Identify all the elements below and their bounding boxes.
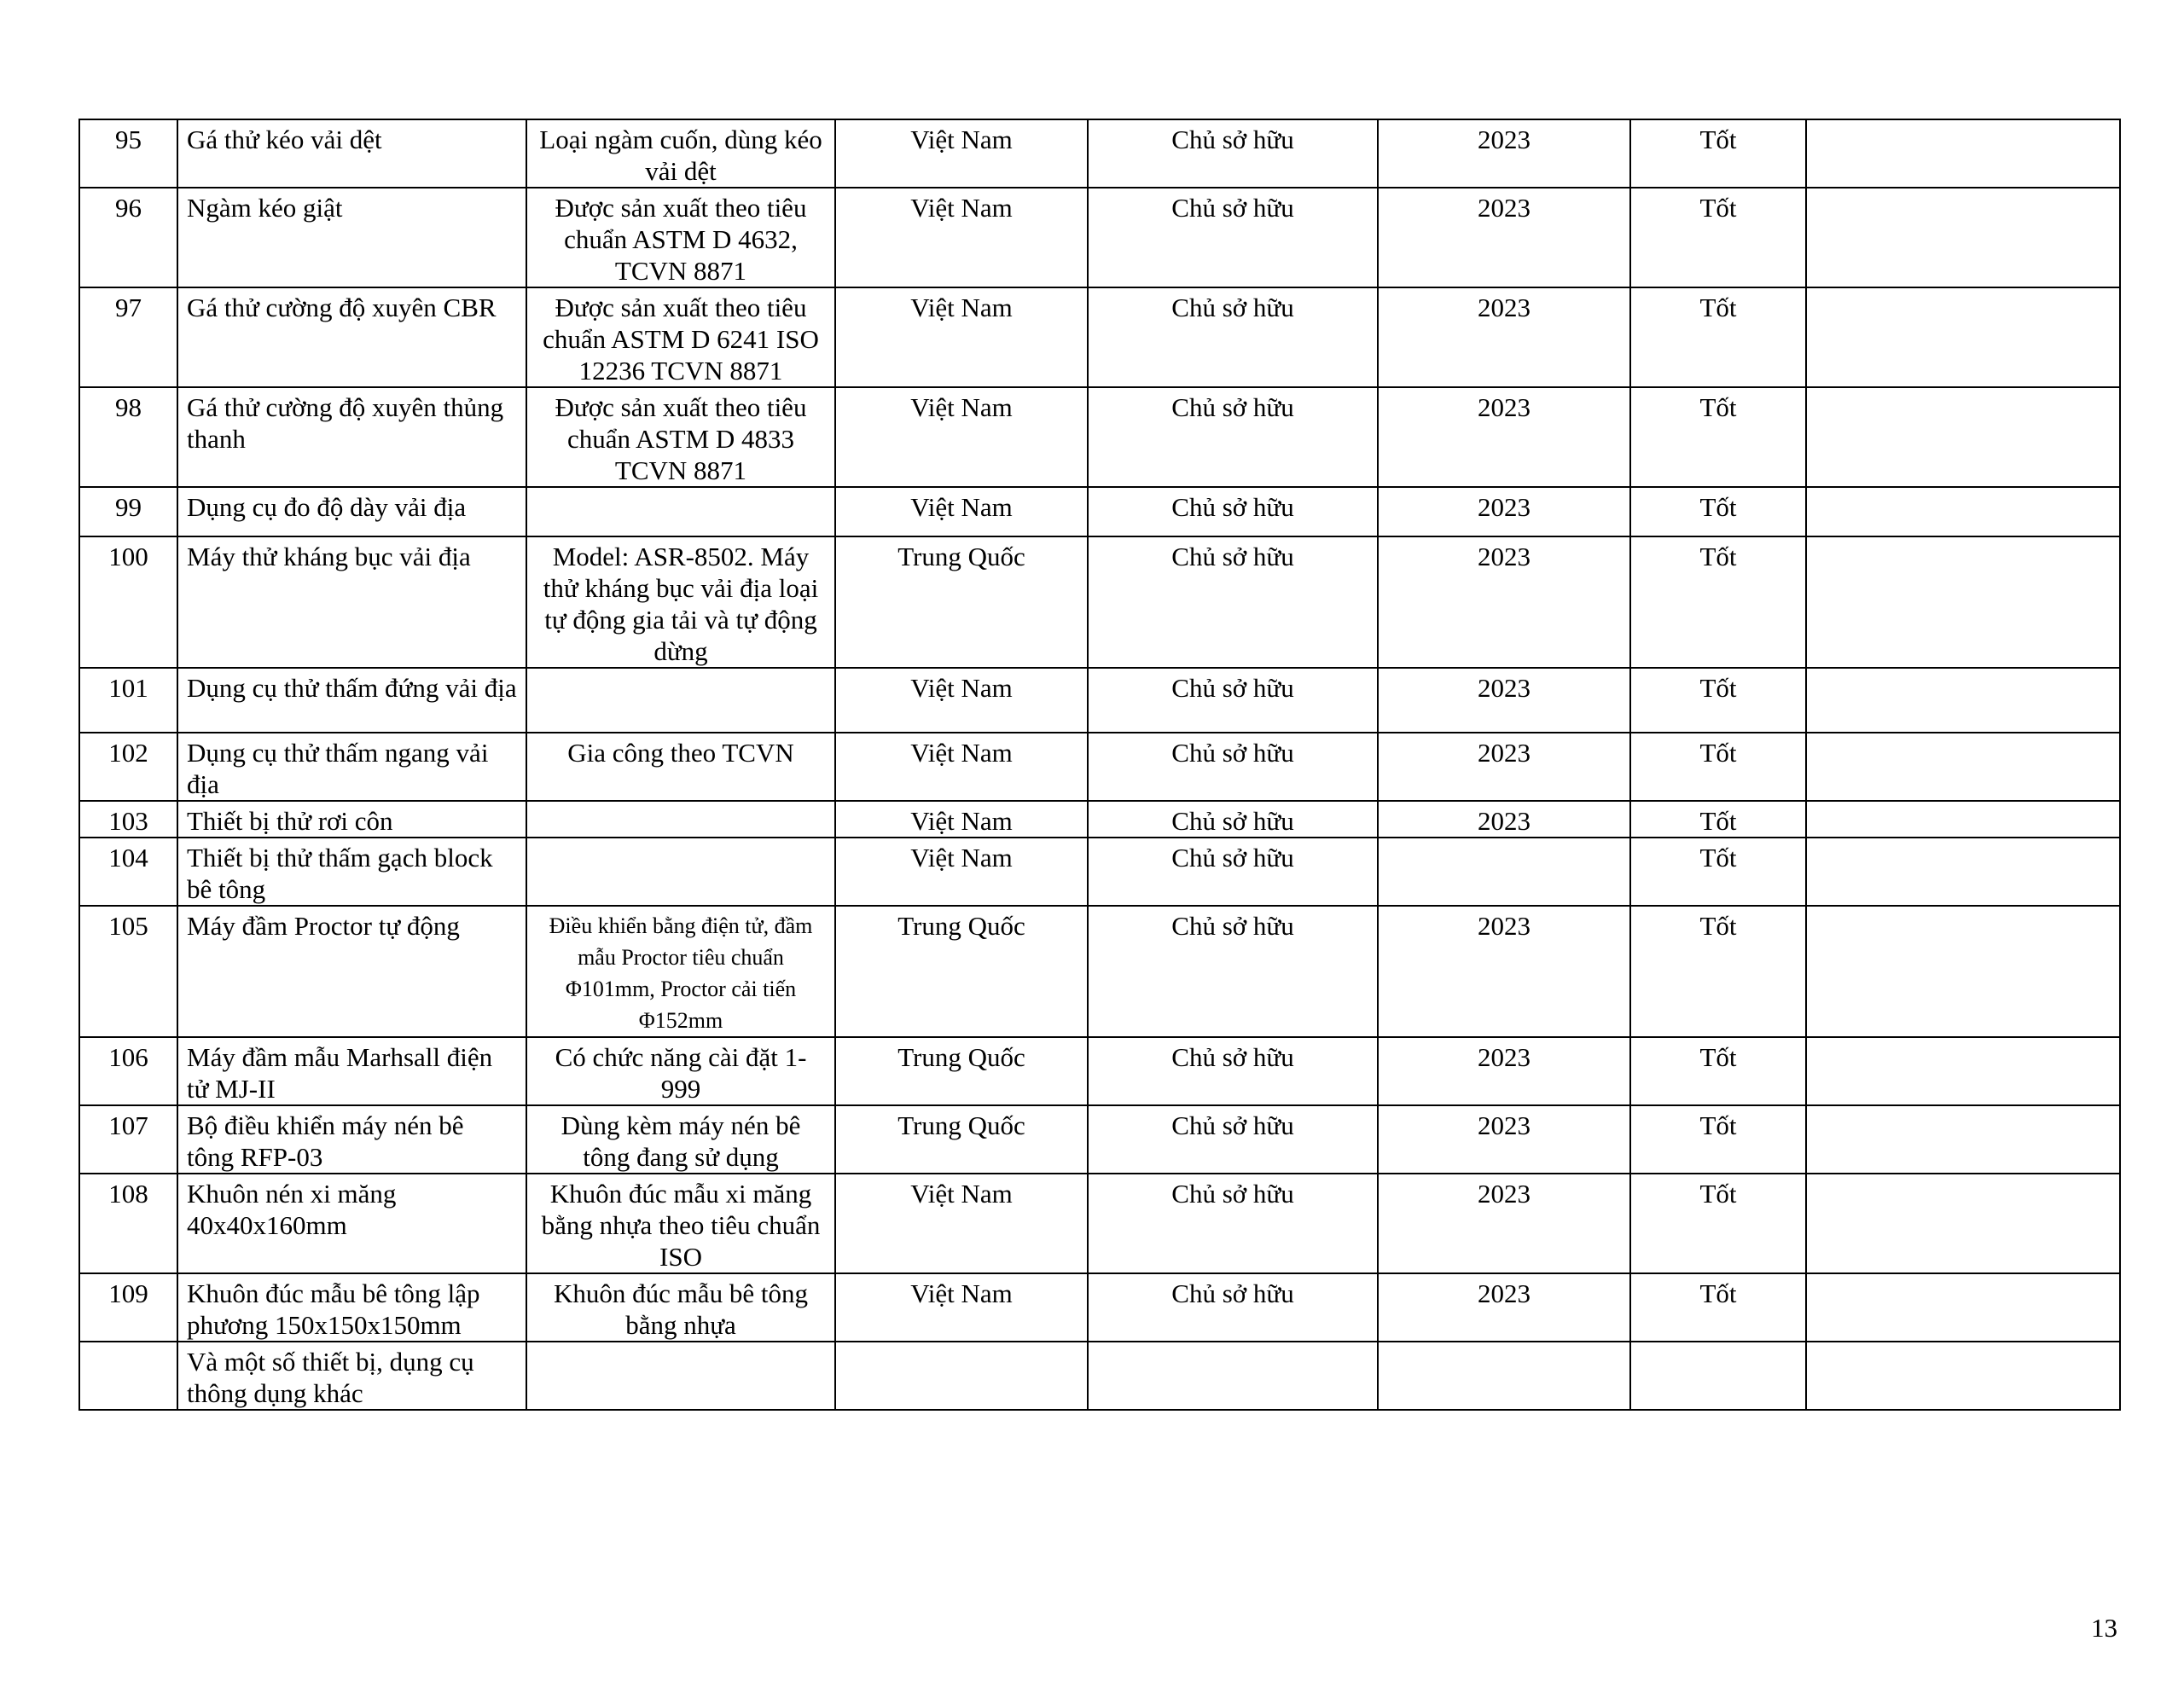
equipment-name-cell: Máy thử kháng bục vải địa <box>177 536 526 668</box>
condition-status-cell: Tốt <box>1630 668 1806 733</box>
ownership-cell: Chủ sở hữu <box>1088 487 1378 536</box>
equipment-name-cell: Gá thử cường độ xuyên thủng thanh <box>177 387 526 487</box>
note-cell <box>1806 487 2120 536</box>
equipment-spec-cell: Có chức năng cài đặt 1-999 <box>526 1037 835 1105</box>
condition-status-cell: Tốt <box>1630 188 1806 287</box>
origin-country-cell: Việt Nam <box>835 801 1088 838</box>
ownership-cell: Chủ sở hữu <box>1088 838 1378 906</box>
table-row <box>79 387 2120 487</box>
row-number-cell: 109 <box>79 1273 177 1342</box>
row-number-cell <box>79 1342 177 1410</box>
condition-status-cell: Tốt <box>1630 119 1806 188</box>
equipment-name-cell: Máy đầm mẫu Marhsall điện tử MJ-II <box>177 1037 526 1105</box>
condition-status-cell: Tốt <box>1630 536 1806 668</box>
table-row <box>79 801 2120 838</box>
note-cell <box>1806 1342 2120 1410</box>
table-row <box>79 1342 2120 1410</box>
note-cell <box>1806 536 2120 668</box>
condition-status-cell: Tốt <box>1630 906 1806 1037</box>
row-number-cell: 102 <box>79 733 177 801</box>
table-row <box>79 487 2120 536</box>
equipment-spec-cell: Khuôn đúc mẫu xi măng bằng nhựa theo tiêu chuẩn ISO <box>526 1174 835 1273</box>
ownership-cell: Chủ sở hữu <box>1088 287 1378 387</box>
table-row <box>79 188 2120 287</box>
origin-country-cell: Việt Nam <box>835 387 1088 487</box>
row-number-cell: 101 <box>79 668 177 733</box>
condition-status-cell: Tốt <box>1630 838 1806 906</box>
origin-country-cell: Việt Nam <box>835 838 1088 906</box>
equipment-spec-cell <box>526 1342 835 1410</box>
equipment-spec-cell: Được sản xuất theo tiêu chuẩn ASTM D 4833 TCVN 8871 <box>526 387 835 487</box>
ownership-cell: Chủ sở hữu <box>1088 387 1378 487</box>
ownership-cell: Chủ sở hữu <box>1088 801 1378 838</box>
origin-country-cell: Việt Nam <box>835 1273 1088 1342</box>
equipment-name-cell: Và một số thiết bị, dụng cụ thông dụng khác <box>177 1342 526 1410</box>
table-row <box>79 119 2120 188</box>
condition-status-cell: Tốt <box>1630 387 1806 487</box>
origin-country-cell: Trung Quốc <box>835 1105 1088 1174</box>
year-cell: 2023 <box>1378 733 1630 801</box>
origin-country-cell: Trung Quốc <box>835 536 1088 668</box>
ownership-cell: Chủ sở hữu <box>1088 188 1378 287</box>
equipment-name-cell: Thiết bị thử rơi côn <box>177 801 526 838</box>
row-number-cell: 97 <box>79 287 177 387</box>
origin-country-cell: Việt Nam <box>835 733 1088 801</box>
row-number-cell: 107 <box>79 1105 177 1174</box>
equipment-spec-cell: Dùng kèm máy nén bê tông đang sử dụng <box>526 1105 835 1174</box>
note-cell <box>1806 1037 2120 1105</box>
equipment-name-cell: Bộ điều khiển máy nén bê tông RFP-03 <box>177 1105 526 1174</box>
origin-country-cell <box>835 1342 1088 1410</box>
row-number-cell: 96 <box>79 188 177 287</box>
equipment-spec-cell: Được sản xuất theo tiêu chuẩn ASTM D 4632, TCVN 8871 <box>526 188 835 287</box>
row-number-cell: 105 <box>79 906 177 1037</box>
table-row <box>79 733 2120 801</box>
equipment-spec-cell <box>526 801 835 838</box>
table-row <box>79 287 2120 387</box>
year-cell: 2023 <box>1378 668 1630 733</box>
page-number: 13 <box>2091 1613 2117 1643</box>
year-cell: 2023 <box>1378 188 1630 287</box>
note-cell <box>1806 287 2120 387</box>
equipment-spec-cell <box>526 838 835 906</box>
origin-country-cell: Việt Nam <box>835 1174 1088 1273</box>
ownership-cell: Chủ sở hữu <box>1088 668 1378 733</box>
origin-country-cell: Việt Nam <box>835 487 1088 536</box>
table-row <box>79 838 2120 906</box>
note-cell <box>1806 1273 2120 1342</box>
condition-status-cell: Tốt <box>1630 1037 1806 1105</box>
year-cell: 2023 <box>1378 1273 1630 1342</box>
table-row <box>79 536 2120 668</box>
equipment-name-cell: Dụng cụ thử thấm đứng vải địa <box>177 668 526 733</box>
condition-status-cell: Tốt <box>1630 487 1806 536</box>
ownership-cell: Chủ sở hữu <box>1088 1174 1378 1273</box>
row-number-cell: 95 <box>79 119 177 188</box>
year-cell <box>1378 838 1630 906</box>
note-cell <box>1806 668 2120 733</box>
origin-country-cell: Trung Quốc <box>835 906 1088 1037</box>
equipment-spec-cell <box>526 487 835 536</box>
note-cell <box>1806 1174 2120 1273</box>
equipment-name-cell: Gá thử cường độ xuyên CBR <box>177 287 526 387</box>
year-cell: 2023 <box>1378 287 1630 387</box>
note-cell <box>1806 801 2120 838</box>
row-number-cell: 106 <box>79 1037 177 1105</box>
table-row <box>79 1273 2120 1342</box>
year-cell <box>1378 1342 1630 1410</box>
note-cell <box>1806 733 2120 801</box>
origin-country-cell: Việt Nam <box>835 119 1088 188</box>
table-row <box>79 1174 2120 1273</box>
ownership-cell <box>1088 1342 1378 1410</box>
equipment-name-cell: Ngàm kéo giật <box>177 188 526 287</box>
ownership-cell: Chủ sở hữu <box>1088 536 1378 668</box>
condition-status-cell <box>1630 1342 1806 1410</box>
equipment-name-cell: Dụng cụ thử thấm ngang vải địa <box>177 733 526 801</box>
row-number-cell: 103 <box>79 801 177 838</box>
year-cell: 2023 <box>1378 536 1630 668</box>
equipment-spec-cell: Khuôn đúc mẫu bê tông bằng nhựa <box>526 1273 835 1342</box>
year-cell: 2023 <box>1378 801 1630 838</box>
table-row <box>79 1105 2120 1174</box>
equipment-spec-cell: Loại ngàm cuốn, dùng kéo vải dệt <box>526 119 835 188</box>
equipment-name-cell: Máy đầm Proctor tự động <box>177 906 526 1037</box>
note-cell <box>1806 188 2120 287</box>
row-number-cell: 98 <box>79 387 177 487</box>
row-number-cell: 100 <box>79 536 177 668</box>
table-row <box>79 1037 2120 1105</box>
equipment-spec-cell: Gia công theo TCVN <box>526 733 835 801</box>
note-cell <box>1806 906 2120 1037</box>
equipment-table <box>78 119 2121 1411</box>
note-cell <box>1806 119 2120 188</box>
year-cell: 2023 <box>1378 119 1630 188</box>
note-cell <box>1806 1105 2120 1174</box>
equipment-name-cell: Thiết bị thử thấm gạch block bê tông <box>177 838 526 906</box>
row-number-cell: 99 <box>79 487 177 536</box>
equipment-spec-cell <box>526 668 835 733</box>
ownership-cell: Chủ sở hữu <box>1088 906 1378 1037</box>
condition-status-cell: Tốt <box>1630 1105 1806 1174</box>
ownership-cell: Chủ sở hữu <box>1088 1105 1378 1174</box>
equipment-spec-cell: Điều khiển bằng điện tử, đầm mẫu Proctor tiêu chuẩn Φ101mm, Proctor cải tiến Φ152mm <box>526 906 835 1037</box>
table-row <box>79 906 2120 1037</box>
table-row <box>79 668 2120 733</box>
equipment-table-body <box>79 119 2120 1410</box>
origin-country-cell: Việt Nam <box>835 287 1088 387</box>
ownership-cell: Chủ sở hữu <box>1088 1037 1378 1105</box>
condition-status-cell: Tốt <box>1630 287 1806 387</box>
equipment-name-cell: Gá thử kéo vải dệt <box>177 119 526 188</box>
origin-country-cell: Việt Nam <box>835 188 1088 287</box>
origin-country-cell: Trung Quốc <box>835 1037 1088 1105</box>
year-cell: 2023 <box>1378 1105 1630 1174</box>
row-number-cell: 104 <box>79 838 177 906</box>
year-cell: 2023 <box>1378 387 1630 487</box>
year-cell: 2023 <box>1378 1174 1630 1273</box>
row-number-cell: 108 <box>79 1174 177 1273</box>
condition-status-cell: Tốt <box>1630 733 1806 801</box>
equipment-name-cell: Khuôn đúc mẫu bê tông lập phương 150x150x150mm <box>177 1273 526 1342</box>
year-cell: 2023 <box>1378 906 1630 1037</box>
ownership-cell: Chủ sở hữu <box>1088 733 1378 801</box>
origin-country-cell: Việt Nam <box>835 668 1088 733</box>
ownership-cell: Chủ sở hữu <box>1088 119 1378 188</box>
equipment-spec-cell: Model: ASR-8502. Máy thử kháng bục vải địa loại tự động gia tải và tự động dừng <box>526 536 835 668</box>
condition-status-cell: Tốt <box>1630 1174 1806 1273</box>
equipment-name-cell: Khuôn nén xi măng 40x40x160mm <box>177 1174 526 1273</box>
year-cell: 2023 <box>1378 1037 1630 1105</box>
condition-status-cell: Tốt <box>1630 1273 1806 1342</box>
ownership-cell: Chủ sở hữu <box>1088 1273 1378 1342</box>
condition-status-cell: Tốt <box>1630 801 1806 838</box>
note-cell <box>1806 838 2120 906</box>
equipment-name-cell: Dụng cụ đo độ dày vải địa <box>177 487 526 536</box>
year-cell: 2023 <box>1378 487 1630 536</box>
note-cell <box>1806 387 2120 487</box>
equipment-spec-cell: Được sản xuất theo tiêu chuẩn ASTM D 6241 ISO 12236 TCVN 8871 <box>526 287 835 387</box>
